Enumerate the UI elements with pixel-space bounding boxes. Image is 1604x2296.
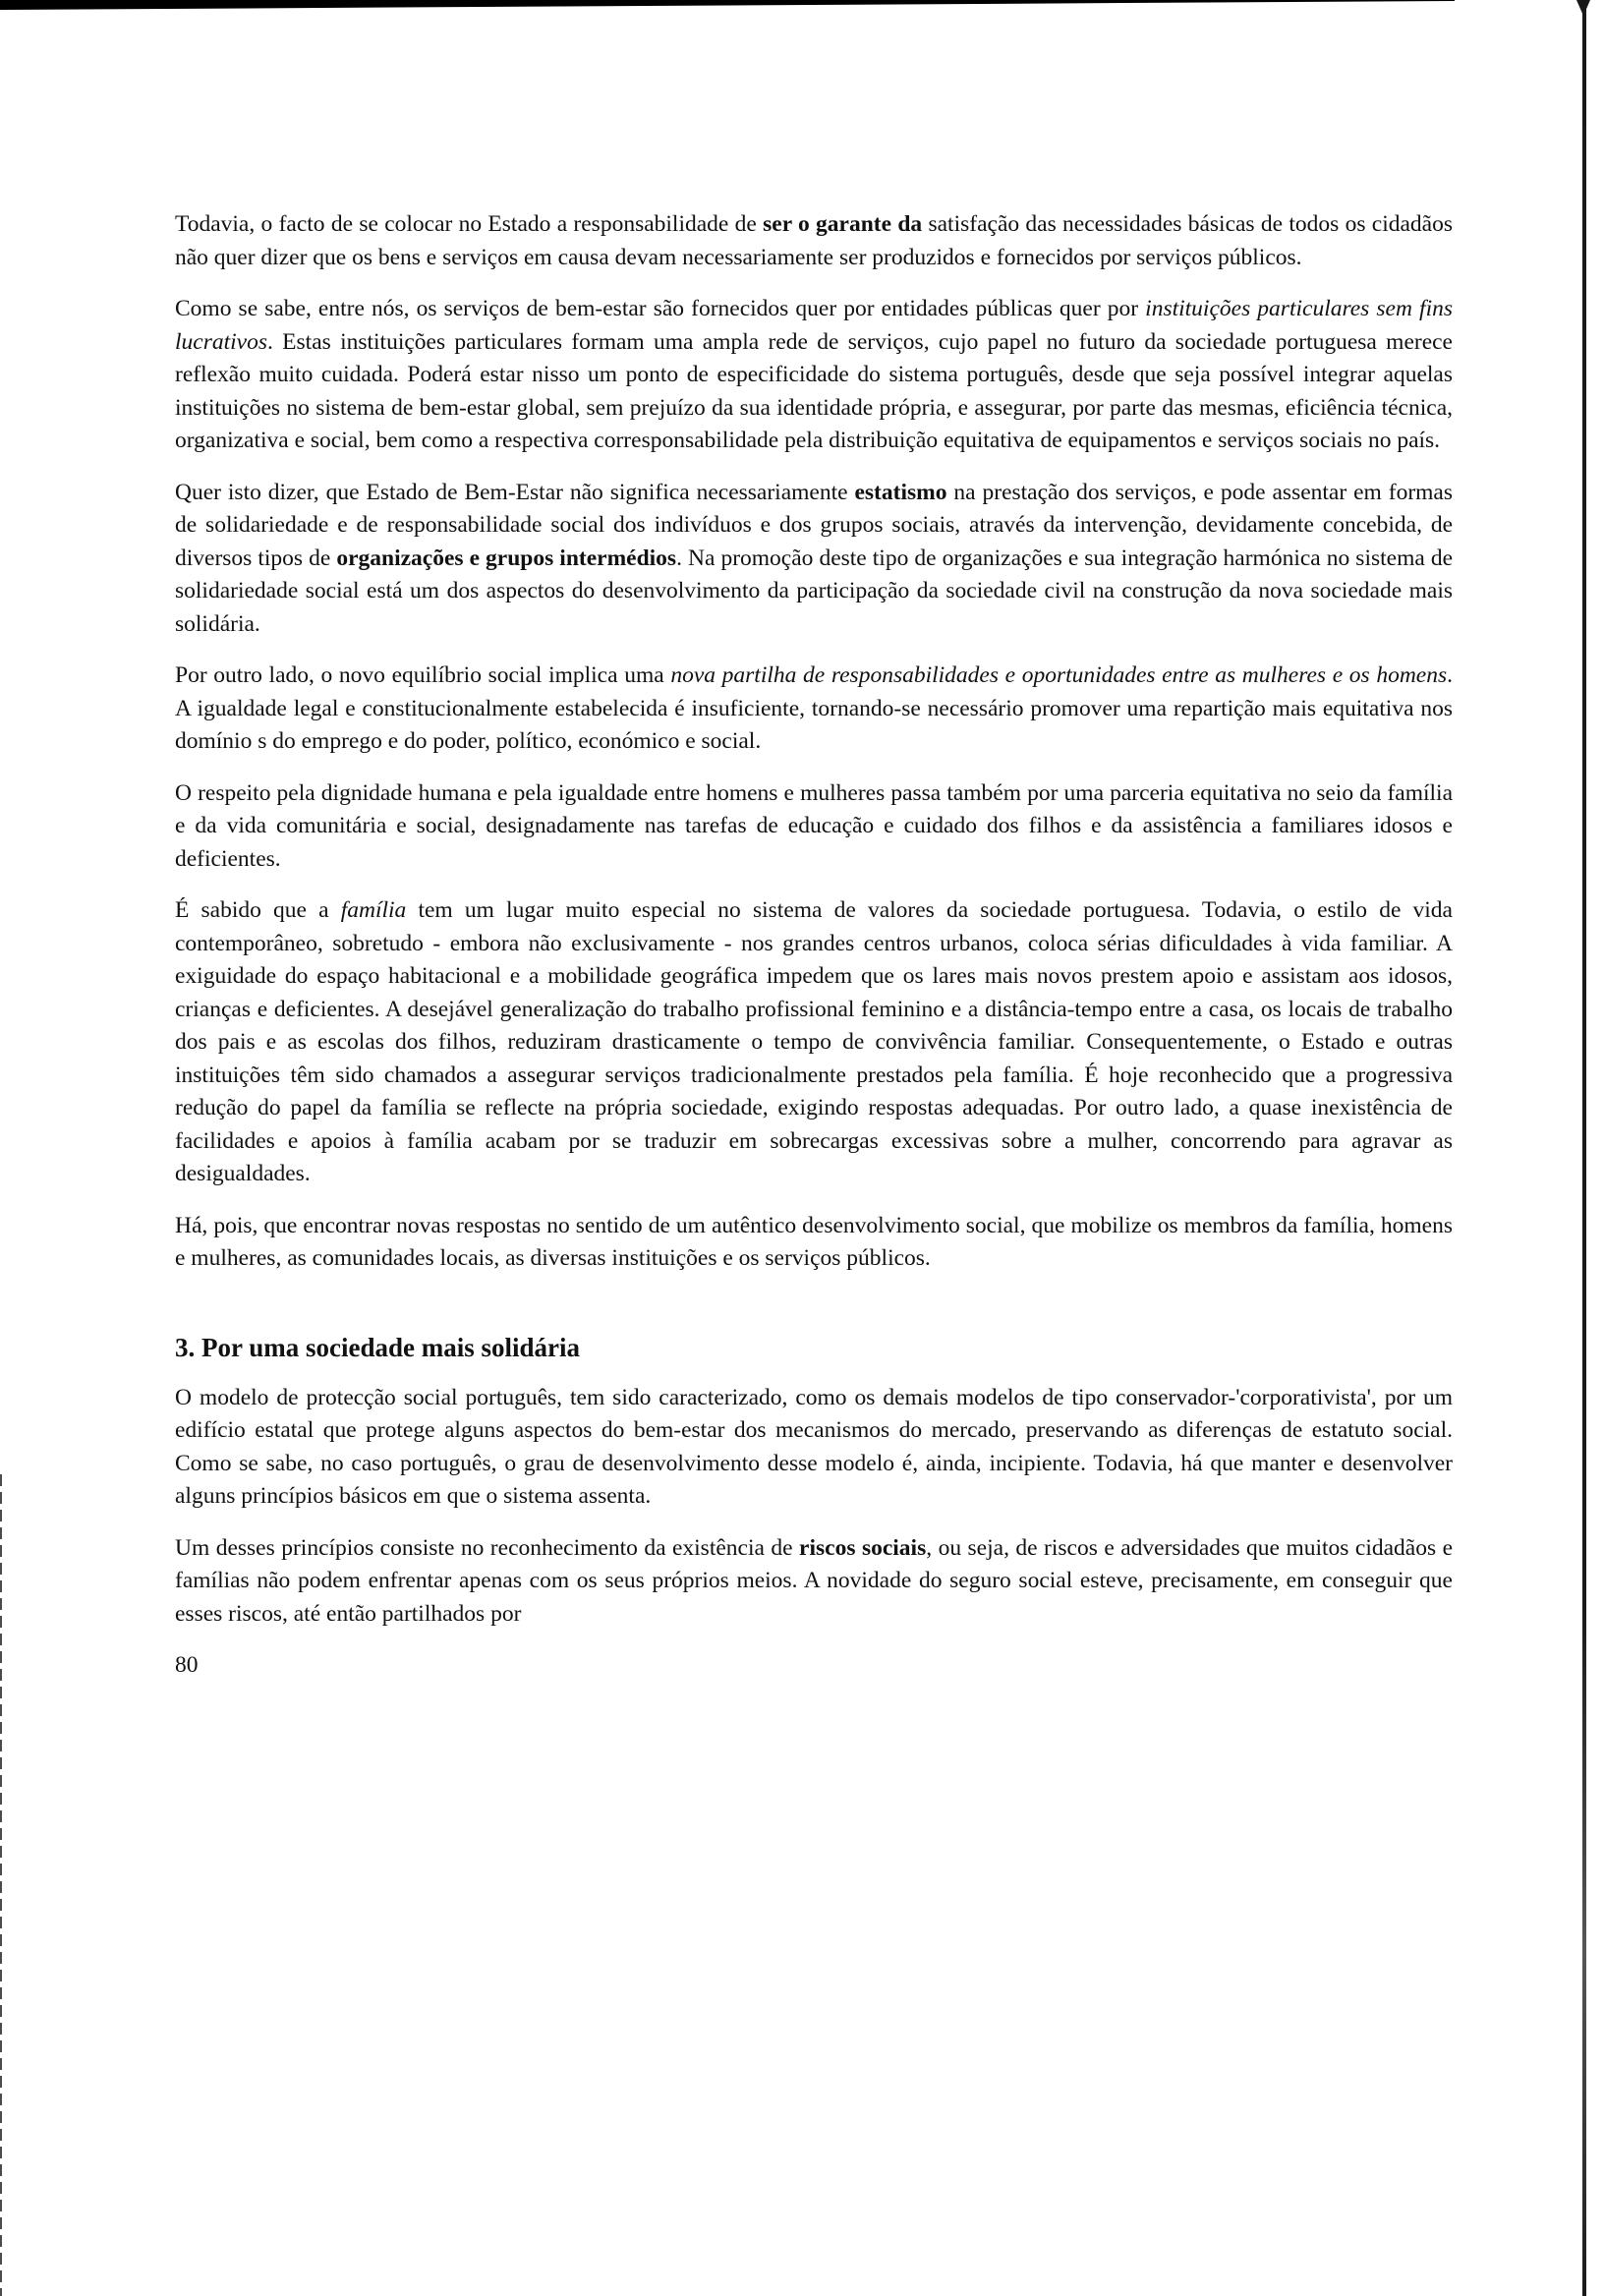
text-run: Todavia, o facto de se colocar no Estado a responsabilidade de <box>175 211 764 237</box>
text-run: Um desses princípios consiste no reconhecimento da existência de <box>175 1534 800 1561</box>
bold-text: estatismo <box>854 479 947 505</box>
body-before-heading <box>175 208 1453 1276</box>
scan-shadow-bar <box>0 0 1455 10</box>
document-page <box>175 208 1453 1683</box>
text-run: na prestação dos serviços, e pode assentar em formas de solidariedade e de responsabilidade social dos indivíduos e dos grupos sociais, através da intervenção, devidamente concebida, de diversos tipos de <box>175 479 1453 571</box>
bold-text: riscos sociais <box>799 1534 927 1561</box>
text-run: O respeito pela dignidade humana e pela igualdade entre homens e mulheres passa também por uma parceria equitativa no seio da família e da vida comunitária e social, designadamente nas tarefas de educação e cuidado dos filhos e da assistência a familiares idosos e deficientes. <box>175 779 1453 872</box>
paragraph <box>175 1382 1453 1514</box>
scan-left-edge <box>0 1474 2 2296</box>
paragraph <box>175 660 1453 759</box>
paragraph <box>175 894 1453 1191</box>
text-run: satisfação das necessidades básicas de todos os cidadãos não quer dizer que os bens e serviços em causa devam necessariamente ser produzidos e fornecidos por serviços públicos. <box>175 211 1453 270</box>
paragraph <box>175 1532 1453 1632</box>
page-number: 80 <box>175 1652 199 1678</box>
text-run: É sabido que a <box>175 897 341 923</box>
text-run: Há, pois, que encontrar novas respostas no sentido de um autêntico desenvolvimento social, que mobilize os membros da família, homens e mulheres, as comunidades locais, as diversas instituições e os serviços públicos. <box>175 1212 1453 1271</box>
text-run: Por outro lado, o novo equilíbrio social implica uma <box>175 662 671 688</box>
text-run: . Estas instituições particulares formam uma ampla rede de serviços, cujo papel no futuro da sociedade portuguesa merece reflexão muito cuidada. Poderá estar nisso um ponto de especificidade do sistema português, desde que seja possível integrar aquelas instituições no sistema de bem-estar global, sem prejuízo da sua identidade própria, e assegurar, por parte das mesmas, eficiência técnica, organizativa e social, bem como a respectiva corresponsabilidade pela distribuição equitativa de equipamentos e serviços sociais no país. <box>175 328 1453 453</box>
italic-text: instituições particulares sem fins lucrativos <box>175 296 1454 355</box>
text-run: tem um lugar muito especial no sistema de valores da sociedade portuguesa. Todavia, o estilo de vida contemporâneo, sobretudo - embora não exclusivamente - nos grandes centros urbanos, coloca sérias dificuldades à vida familiar. A exiguidade do espaço habitacional e a mobilidade geográfica impedem que os lares mais novos prestem apoio e assistam aos idosos, crianças e deficientes. A desejável generalização do trabalho profissional feminino e a distância-tempo entre a casa, os locais de trabalho dos pais e as escolas dos filhos, reduziram drasticamente o tempo de convivência familiar. Consequentemente, o Estado e outras instituições têm sido chamados a assegurar serviços tradicionalmente prestados pela família. É hoje reconhecido que a progressiva redução do papel da família se reflecte na própria sociedade, exigindo respostas adequadas. Por outro lado, a quase inexistência de facilidades e apoios à família acabam por se traduzir em sobrecargas excessivas sobre a mulher, concorrendo para agravar as desigualdades. <box>175 897 1453 1186</box>
paragraph <box>175 477 1453 642</box>
body-after-heading <box>175 1382 1453 1632</box>
italic-text: nova partilha de responsabilidades e oportunidades entre as mulheres e os homens <box>670 662 1448 688</box>
text-run: , ou seja, de riscos e adversidades que muitos cidadãos e famílias não podem enfrentar apenas com os seus próprios meios. A novidade do seguro social esteve, precisamente, em conseguir que esses riscos, até então partilhados por <box>175 1534 1454 1627</box>
bold-text: organizações e grupos intermédios <box>336 545 677 571</box>
italic-text: família <box>340 897 407 923</box>
paragraph <box>175 208 1453 274</box>
text-run: . Na promoção deste tipo de organizações e sua integração harmónica no sistema de solidariedade social está um dos aspectos do desenvolvimento da participação da sociedade civil na construção da nova sociedade mais solidária. <box>175 545 1454 637</box>
text-run: O modelo de protecção social português, tem sido caracterizado, como os demais modelos de tipo conservador-'corporativista', por um edifício estatal que protege alguns aspectos do bem-estar dos mecanismos do mercado, preservando as diferenças de estatuto social. Como se sabe, no caso português, o grau de desenvolvimento desse modelo é, ainda, incipiente. Todavia, há que manter e desenvolver alguns princípios básicos em que o sistema assenta. <box>175 1384 1453 1509</box>
text-run: Como se sabe, entre nós, os serviços de bem-estar são fornecidos quer por entidades públicas quer por <box>175 296 1146 321</box>
paragraph <box>175 1210 1453 1276</box>
text-run: Quer isto dizer, que Estado de Bem-Estar não significa necessariamente <box>175 479 855 505</box>
scan-right-edge <box>1582 0 1586 2296</box>
section-heading: 3. Por uma sociedade mais solidária <box>175 1332 581 1362</box>
paragraph <box>175 293 1453 458</box>
text-run: . A igualdade legal e constitucionalmente estabelecida é insuficiente, tornando-se necessário promover uma repartição mais equitativa nos domínio s do emprego e do poder, político, económico e social. <box>175 662 1453 754</box>
bold-text: ser o garante da <box>763 211 923 237</box>
scan-top-edge <box>0 0 1604 16</box>
paragraph <box>175 777 1453 877</box>
